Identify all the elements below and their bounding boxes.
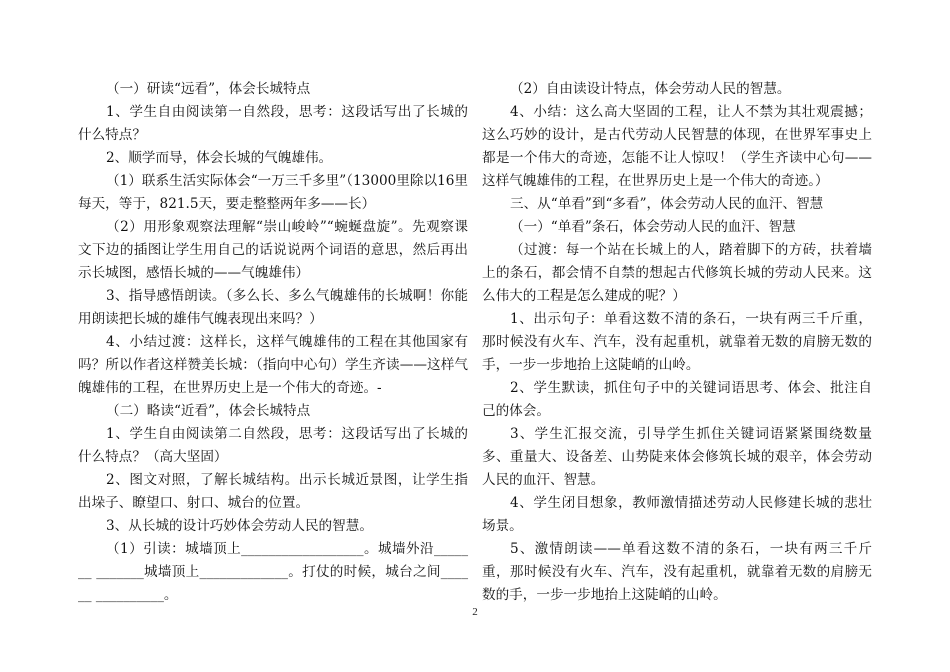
section-heading-3: 三、从“单看”到“多看”，体会劳动人民的血汗、智慧	[510, 196, 824, 212]
paragraph: 2、学生默读，抓住句子中的关键词语思考、体会、批注自己的体会。	[482, 380, 872, 419]
fill-in-paragraph: （1）引读：城墙顶上__________________。城墙外沿_______ _______城墙顶上_____________。打仗的时候，城台之间______ __________。	[78, 541, 468, 603]
paragraph: 3、学生汇报交流，引导学生抓住关键词语紧紧围绕数量多、重量大、设备差、山势陡来体会修筑长城的艰辛，体会劳动人民的血汗、智慧。	[482, 426, 872, 488]
paragraph: （2）自由读设计特点，体会劳动人民的智慧。	[510, 81, 791, 97]
paragraph: 5、激情朗读——单看这数不清的条石，一块有两三千斤重，那时候没有火车、汽车，没有起重机，就靠着无数的肩膀无数的手，一步一步地抬上这陡峭的山岭。	[482, 541, 872, 603]
section-heading-1: （一）研读“远看”，体会长城特点	[106, 81, 311, 97]
paragraph: 4、小结过渡：这样长，这样气魄雄伟的工程在其他国家有吗？所以作者这样赞美长城：（指向中心句）学生齐读——这样气魄雄伟的工程，在世界历史上是一个伟大的奇迹。-	[78, 334, 468, 396]
paragraph: 1、出示句子：单看这数不清的条石，一块有两三千斤重，那时候没有火车、汽车，没有起重机，就靠着无数的肩膀无数的手，一步一步地抬上这陡峭的山岭。	[482, 311, 872, 373]
paragraph: 1、学生自由阅读第二自然段，思考：这段话写出了长城的什么特点？（高大坚固）	[78, 426, 468, 465]
section-heading-2: （二）略读“近看”，体会长城特点	[106, 403, 311, 419]
sub-heading: （一）“单看”条石，体会劳动人民的血汗、智慧	[510, 219, 796, 235]
paragraph: 4、小结：这么高大坚固的工程，让人不禁为其壮观震撼；这么巧妙的设计，是古代劳动人民智慧的体现，在世界军事史上都是一个伟大的奇迹，怎能不让人惊叹！（学生齐读中心句——这样气魄雄伟的工程，在世界历史上是一个伟大的奇迹。）	[482, 104, 872, 189]
left-column	[78, 78, 468, 607]
paragraph: 4、学生闭目想象，教师激情描述劳动人民修建长城的悲壮场景。	[482, 495, 872, 534]
paragraph: 1、学生自由阅读第一自然段，思考：这段话写出了长城的什么特点？	[78, 104, 468, 143]
paragraph: 2、图文对照，了解长城结构。出示长城近景图，让学生指出垛子、瞭望口、射口、城台的位置。	[78, 472, 468, 511]
paragraph: （1）联系生活实际体会“一万三千多里”（13000里除以16里每天，等于，821.5天，要走整整两年多——长）	[78, 173, 468, 212]
paragraph: 3、指导感悟朗读。（多么长、多么气魄雄伟的长城啊！你能用朗读把长城的雄伟气魄表现出来吗？）	[78, 288, 468, 327]
paragraph: （过渡：每一个站在长城上的人，踏着脚下的方砖，扶着墙上的条石，都会情不自禁的想起古代修筑长城的劳动人民来。这么伟大的工程是怎么建成的呢？）	[482, 242, 872, 304]
paragraph: （2）用形象观察法理解“崇山峻岭”“蜿蜒盘旋”。先观察课文下边的插图让学生用自己的话说说两个词语的意思，然后再出示长城图，感悟长城的——气魄雄伟）	[78, 219, 468, 281]
paragraph: 2、顺学而导，体会长城的气魄雄伟。	[106, 150, 333, 166]
page-number: 2	[472, 606, 478, 618]
paragraph: 3、从长城的设计巧妙体会劳动人民的智慧。	[106, 518, 373, 534]
right-column	[482, 78, 872, 607]
